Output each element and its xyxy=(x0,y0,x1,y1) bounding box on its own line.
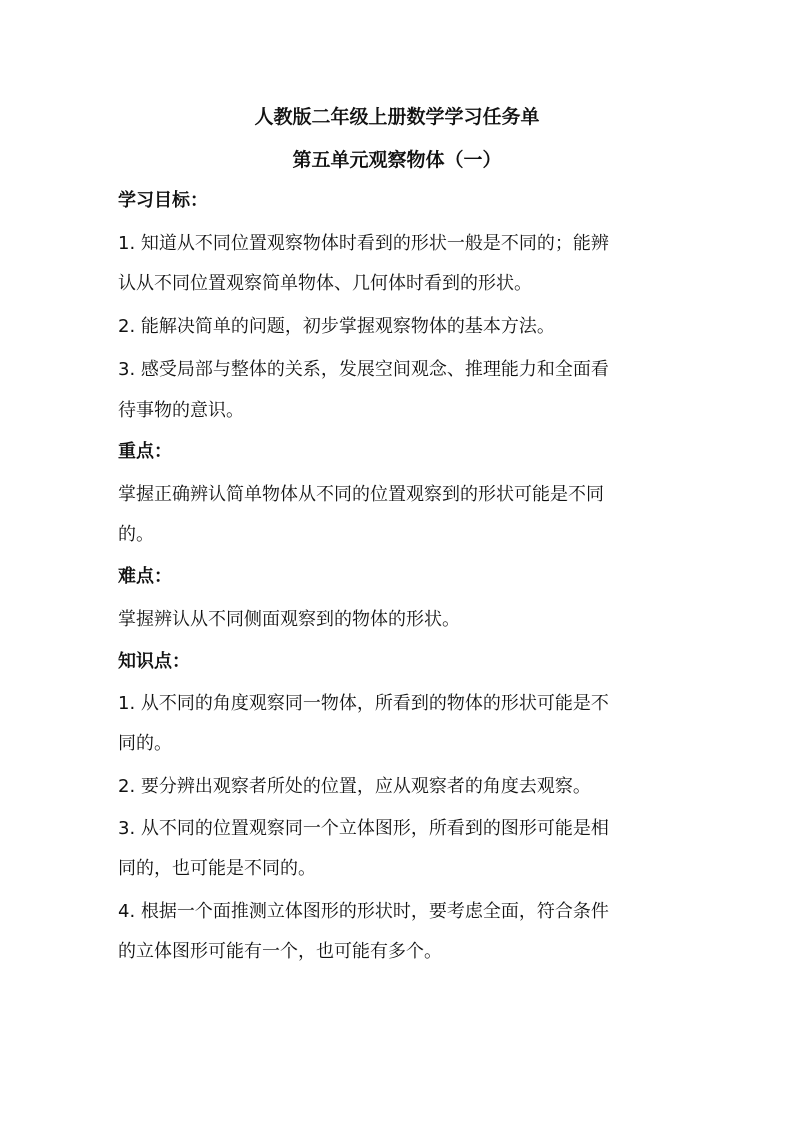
knowledge-line: 同的。 xyxy=(118,733,172,754)
knowledge-line: 1. 从不同的角度观察同一物体，所看到的物体的形状可能是不 xyxy=(118,693,609,714)
goals-line: 1. 知道从不同位置观察物体时看到的形状一般是不同的；能辨 xyxy=(118,233,609,254)
knowledge-line: 同的，也可能是不同的。 xyxy=(118,858,316,879)
knowledge-line: 3. 从不同的位置观察同一个立体图形，所看到的图形可能是相 xyxy=(118,818,609,839)
goals-line: 认从不同位置观察简单物体、几何体时看到的形状。 xyxy=(118,273,532,294)
document-subtitle: 第五单元观察物体（一） xyxy=(292,149,502,171)
goals-line: 待事物的意识。 xyxy=(118,400,244,421)
knowledge-line: 2. 要分辨出观察者所处的位置，应从观察者的角度去观察。 xyxy=(118,776,591,797)
knowledge-line: 的立体图形可能有一个，也可能有多个。 xyxy=(118,941,442,962)
key-points-line: 的。 xyxy=(118,524,154,545)
key-points-heading: 重点： xyxy=(118,441,172,462)
difficulties-line: 掌握辨认从不同侧面观察到的物体的形状。 xyxy=(118,609,460,630)
key-points-line: 掌握正确辨认简单物体从不同的位置观察到的形状可能是不同 xyxy=(118,484,604,505)
knowledge-heading: 知识点： xyxy=(118,651,190,672)
goals-heading: 学习目标： xyxy=(118,190,208,211)
knowledge-line: 4. 根据一个面推测立体图形的形状时，要考虑全面，符合条件 xyxy=(118,901,609,922)
difficulties-heading: 难点： xyxy=(118,566,172,587)
goals-line: 3. 感受局部与整体的关系，发展空间观念、推理能力和全面看 xyxy=(118,359,609,380)
document-title: 人教版二年级上册数学学习任务单 xyxy=(254,106,540,128)
goals-line: 2. 能解决简单的问题，初步掌握观察物体的基本方法。 xyxy=(118,316,555,337)
